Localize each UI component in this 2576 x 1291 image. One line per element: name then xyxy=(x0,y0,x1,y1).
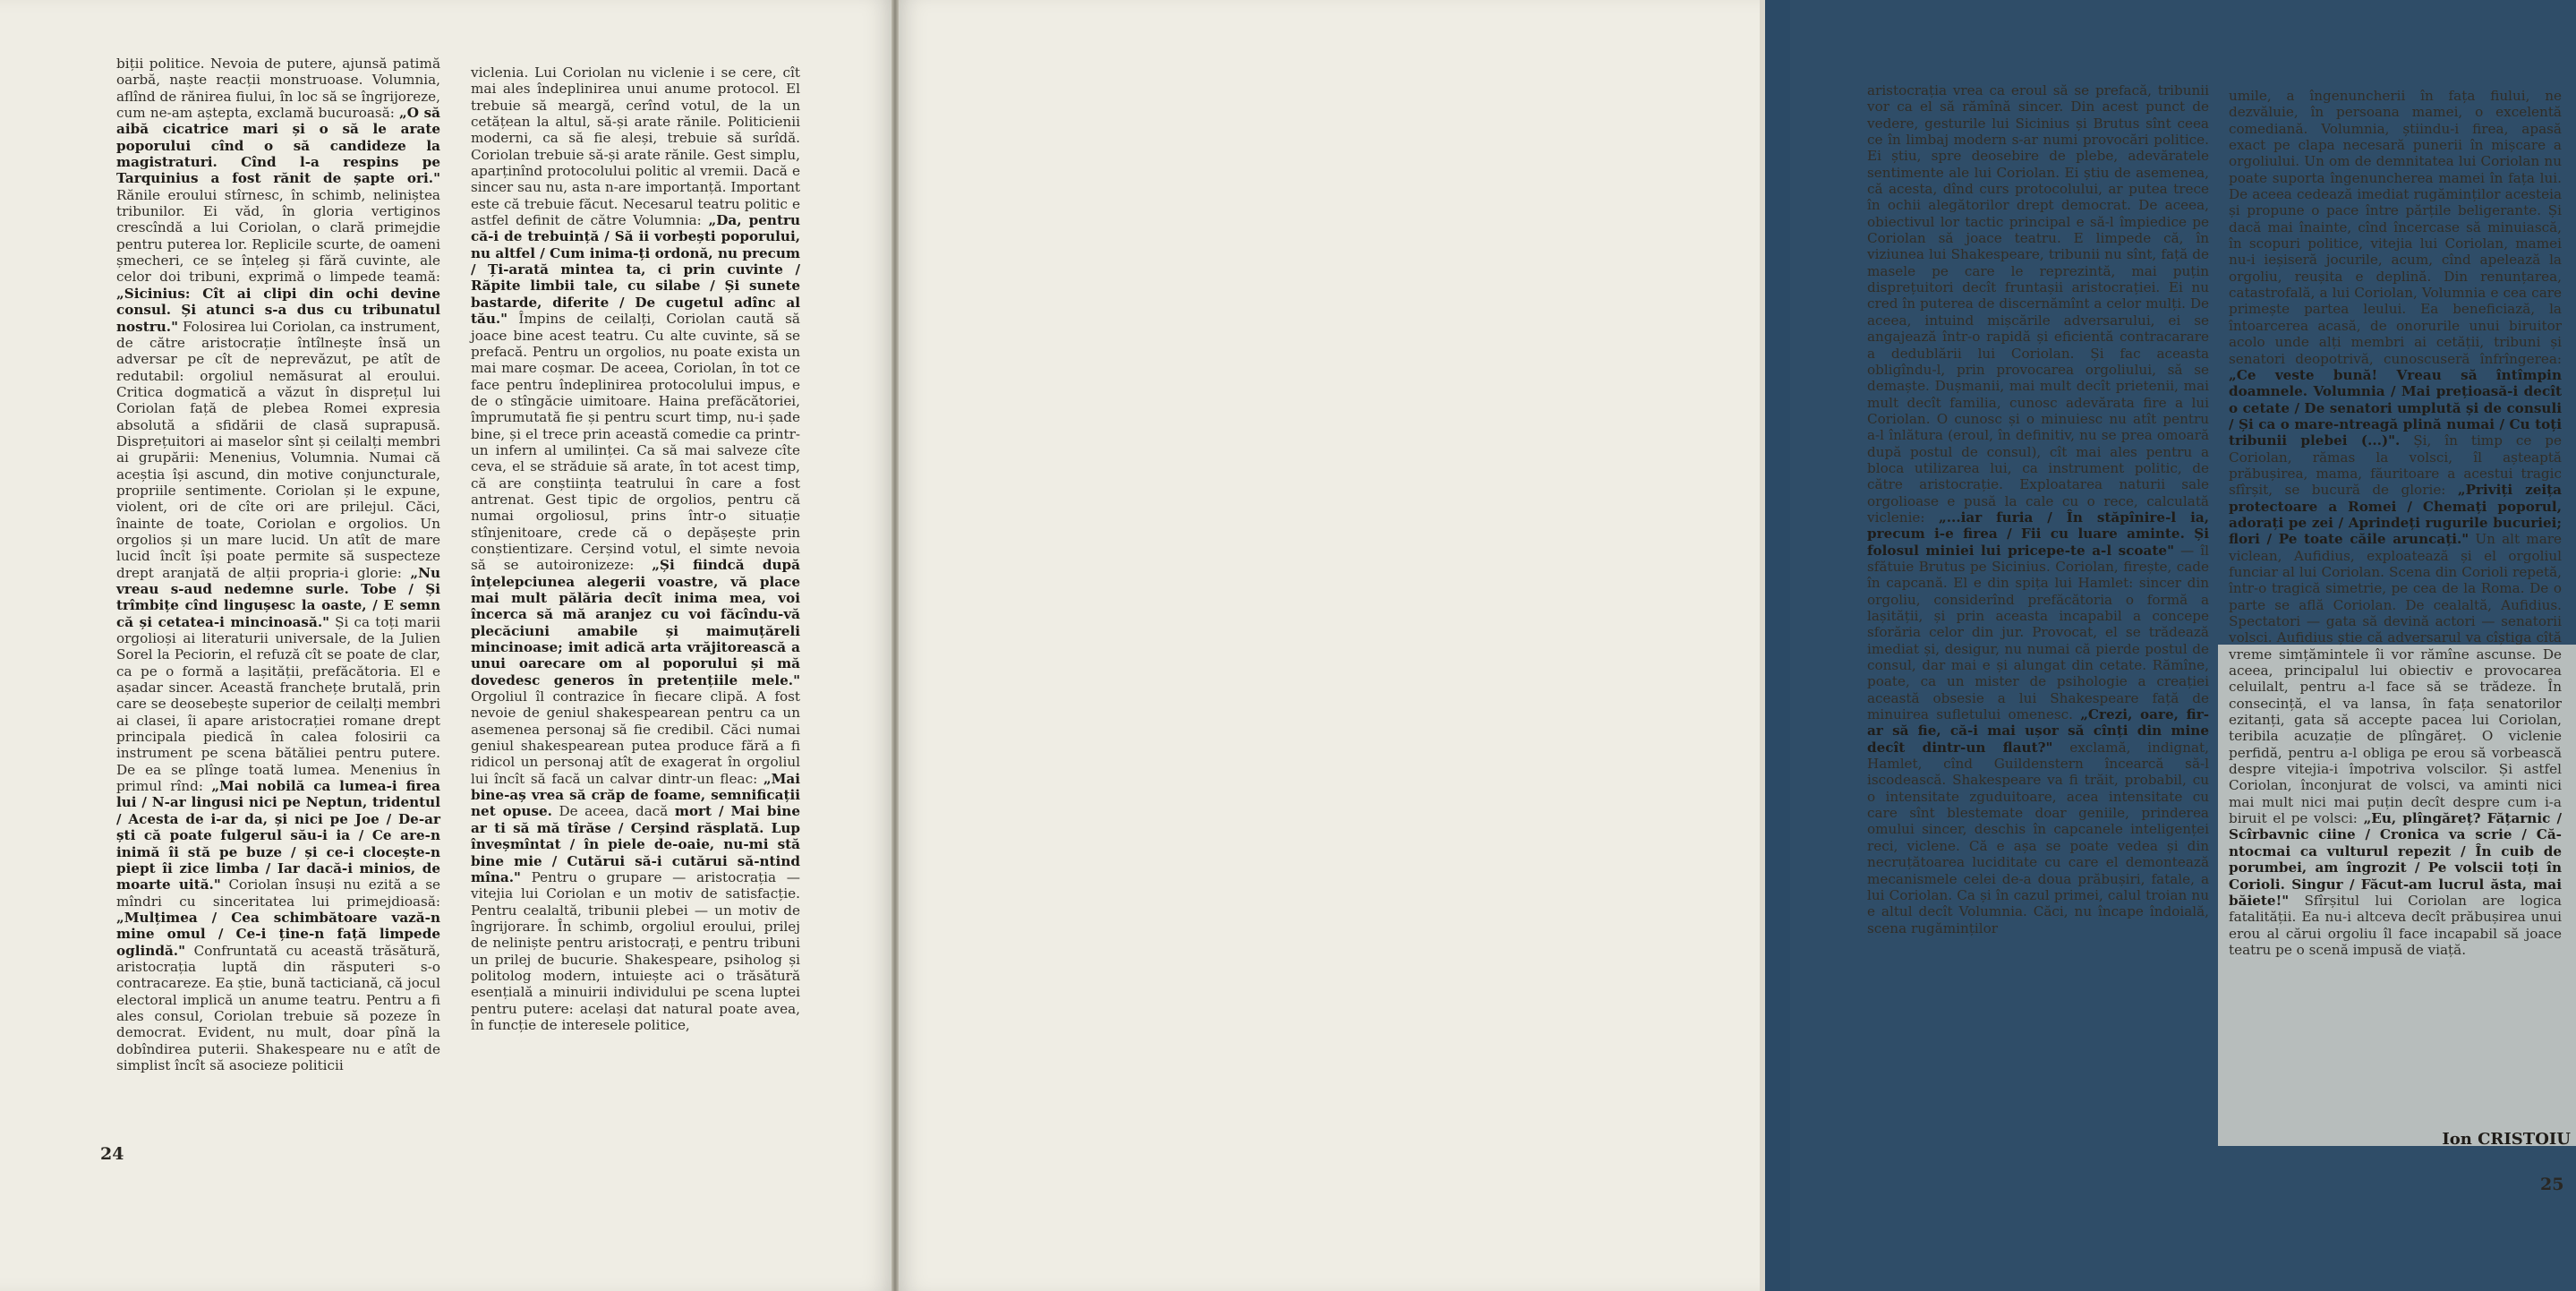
text-segment: Sfîrșitul lui Coriolan are logica fatalității. Ea nu-i altceva decît prăbușirea unui erou al cărui orgoliu îl face incapabil să joace teatru pe o scenă impusă de viață. xyxy=(2229,892,2562,958)
text-segment: Pentru o grupare — aristocrația — vitejia lui Coriolan e un motiv de satisfacție. Pentru cealaltă, tribunii plebei — un motiv de îngrijorare. În schimb, orgoliul eroului, prilej de neliniște pentru aristocrați, e pentru tribuni un prilej de bucurie. Shakespeare, psiholog și politolog modern, intuiește aci o trăsătură esențială a minuirii individului pe scena luptei pentru putere: același dat natural poate avea, în funcție de interesele politice, xyxy=(471,868,800,1033)
quotation-segment: „...iar furia / În stăpînire-l ia, precum i-e firea / Fii cu luare aminte. Și folosul miniei lui pricepe-te a-l scoate" xyxy=(1867,509,2209,559)
left-page xyxy=(0,0,895,1291)
text-segment: Confruntată cu această trăsătură, aristocrația luptă din răsputeri s-o contracareze. Ea știe, bună tacticiană, că jocul electoral implică un anume teatru. Pentru a fi ales consul, Coriolan trebuie să pozeze în democrat. Evident, nu mult, doar pînă la dobîndirea puterii. Shakespeare nu e atît de simplist încît să asocieze politicii xyxy=(116,942,440,1073)
column-4 xyxy=(2229,88,2562,1160)
book-gutter xyxy=(891,0,899,1291)
text-segment: Un alt mare viclean, Aufidius, exploatează și el orgoliul funciar al lui Coriolan. Scena din Corioli repetă, într-o tragică simetrie, pe cea de la Roma. De o parte se află Coriolan. De cealaltă, Aufidius. Spectatori — gata să devină actori — senatorii volsci. Aufidius știe că adversarul va cîștiga cîtă vreme simțămintele îi vor rămîne ascunse. De aceea, principalul lui obiectiv e provocarea celuilalt, pentru a-l face să se trădeze. În consecință, el va lansa, în fața senatorilor ezitanți, gata să accepte pacea lui Coriolan, teribila acuzație de plîngăreț. O viclenie perfidă, pentru a-l obliga pe erou să vorbească despre vitejia-i împotriva volscilor. Și astfel Coriolan, înconjurat de volsci, va aminti nici mai mult nici mai puțin decît despre cum i-a biruit el pe volsci: xyxy=(2229,531,2562,827)
quotation-segment: „Priviți zeița protectoare a Romei / Chemați poporul, adorați pe zei / Aprindeți rugurile bucuriei; flori / Pe toate căile aruncați." xyxy=(2229,482,2562,548)
author-signature: Ion CRISTOIU xyxy=(2442,1130,2571,1149)
column-text xyxy=(116,56,440,1073)
quotation-segment: „Ce veste bună! Vreau să întîmpin doamnele. Volumnia / Mai prețioasă-i decît o cetate / De senatori umplută și de consuli / Și ca o mare-ntreagă plină numai / Cu toți tribunii plebei (...)". xyxy=(2229,366,2562,449)
page-number-left: 24 xyxy=(100,1144,124,1164)
text-segment: De aceea, dacă xyxy=(551,803,675,820)
text-segment: aristocrația vrea ca eroul să se prefacă, tribunii vor ca el să rămînă sincer. Din acest punct de vedere, gesturile lui Sicinius și Brutus sînt ceea ce în limbaj modern s-ar numi provocări politice. Ei știu, spre deosebire de plebe, adevăratele sentimente ale lui Coriolan. Ei știu de asemenea, că acesta, dînd curs protocolului, ar putea trece în ochii alegătorilor drept democrat. De aceea, obiectivul lor tactic principal e să-l împiedice pe Coriolan să joace teatru. E limpede că, în viziunea lui Shakespeare, tribunii nu sînt, față de masele pe care le reprezintă, mai puțin disprețuitori decît fruntașii aristocrației. Ei nu cred în puterea de discernămînt a celor mulți. De aceea, intuind mișcările adversarului, ei se angajează într-o rapidă și eficientă contracarare a dedublării lui Coriolan. Și fac aceasta obligîndu-l, prin provocarea orgoliului, să se demaște. Dușmanii, mai mult decît prietenii, mai mult decît familia, cunosc adevărata fire a lui Coriolan. O cunosc și o minuiesc nu atît pentru a-l înlătura (eroul, în definitiv, nu se prea omoară după postul de consul), cît mai ales pentru a bloca utilizarea lui, ca instrument politic, de către aristocrație. Exploatarea naturii sale orgolioase e pusă la cale cu o rece, calculată viclenie: xyxy=(1867,82,2209,526)
column-3 xyxy=(1867,82,2209,1189)
quotation-segment: mort / Mai bine ar ti să mă tîrăse / Cerșind răsplată. Lup înveșmîntat / în piele de-oaie, nu-mi stă bine mie / Cutărui să-i cutărui să-ntind mîna." xyxy=(471,803,800,885)
quotation-segment: „Da, pentru că-i de trebuință / Să ii vorbești poporului, nu altfel / Cum inima-ți ordonă, nu precum / Ți-arată mintea ta, ci prin cuvinte / Răpite limbii tale, cu silabe / Și sunete bastarde, diferite / De cugetul adînc al tău." xyxy=(471,212,800,328)
column-text xyxy=(2229,88,2562,958)
quotation-segment: „Mulțimea / Cea schimbătoare vază-n mine omul / Ce-i ține-n față limpede oglindă." xyxy=(116,909,440,959)
text-segment: Orgoliul îl contrazice în fiecare clipă. A fost nevoie de geniul shakespearean pentru ca un asemenea personaj să fie credibil. Căci numai geniul shakespearean putea produce fără a fi ridicol un personaj atît de exagerat în orgoliul lui încît să facă un calvar dintr-un fleac: xyxy=(471,688,800,787)
quotation-segment: „Mai nobilă ca lumea-i firea lui / N-ar lingusi nici pe Neptun, tridentul / Acesta de i-ar da, și nici pe Joe / De-ar ști că poate fulgerul său-i ia / Ce are-n inimă îi stă pe buze / și ce-i clocește-n piept îi zice limba / Iar dacă-i minios, de moarte uită." xyxy=(116,778,440,893)
text-segment: Și ca toți marii orgolioși ai literaturii universale, de la Julien Sorel la Peciorin, el refuză cît se poate de clar, ca pe o formă a lașității, prefăcătoria. El e așadar sincer. Această franchețe brutală, prin care se deosebește superior de ceilalți membri ai clasei, îi apare aristocrației romane drept principala piedică în calea folosirii ca instrument pe scena bătăliei pentru putere. De ea se plînge toată lumea. Menenius în primul rînd: xyxy=(116,613,440,795)
book-cover-edge xyxy=(1765,0,1790,1291)
text-segment: Coriolan însuși nu ezită a se mîndri cu sinceritatea lui primejdioasă: xyxy=(116,876,440,910)
quotation-segment: „Crezi, oare, fir-ar să fie, că-i mai ușor să cînți din mine decît dintr-un flaut?" xyxy=(1867,706,2210,756)
text-segment: Și, în timp ce pe Coriolan, rămas la volsci, îl așteaptă prăbușirea, mama, făuritoare a acestui tragic sfîrșit, se bucură de glorie: xyxy=(2229,432,2562,499)
column-text xyxy=(1867,82,2209,936)
quotation-segment: „Sicinius: Cît ai clipi din ochi devine consul. Și atunci s-a dus cu tribunatul nostru." xyxy=(116,285,440,335)
text-segment: Rănile eroului stîrnesc, în schimb, neliniștea tribunilor. Ei văd, în gloria vertiginos crescîndă a lui Coriolan, o clară primejdie pentru puterea lor. Replicile scurte, de oameni șmecheri, ce se înțeleg și fără cuvinte, ale celor doi tribuni, exprimă o limpede teamă: xyxy=(116,186,440,286)
right-page xyxy=(895,0,2571,1291)
text-segment: exclamă, indignat, Hamlet, cînd Guildenstern încearcă să-l iscodească. Shakespeare va fi trăit, probabil, cu o intensitate zguduitoare, acea intensitate cu care sînt blestemate doar geniile, prinderea omului sincer, deschis în capcanele inteligenței reci, viclene. Că e așa se poate vedea și din necruțătoarea luciditate cu care el demontează mecanismele celei de-a doua prăbușiri, fatale, a lui Coriolan. Ca și în cazul primei, calul troian nu e altul decît Volumnia. Căci, nu încape îndoială, scena rugăminților xyxy=(1867,739,2209,936)
quotation-segment: „Nu vreau s-aud nedemne surle. Tobe / Și trîmbițe cînd lingușesc la oaste, / E semn că și cetatea-i mincinoasă." xyxy=(116,564,440,630)
text-segment: — îl sfătuie Brutus pe Sicinius. Coriolan, firește, cade în capcană. El e din spița lui Hamlet: sincer din orgoliu, considerînd prefăcătoria o formă a lașității, și prin aceasta incapabil a concepe sforăria celor din jur. Provocat, el se trădează imediat și, desigur, nu numai că pierde postul de consul, dar mai e și alungat din cetate. Rămîne, poate, ca un mister de psihologie a creației această obsesie a lui Shakespeare față de minuirea sufletului omenesc. xyxy=(1867,542,2209,723)
text-segment: viclenia. Lui Coriolan nu viclenie i se cere, cît mai ales îndeplinirea unui anume protocol. El trebuie să meargă, cerînd votul, de la un cetățean la altul, să-și arate rănile. Politicienii moderni, ca să fie aleși, trebuie să surîdă. Coriolan trebuie să-și arate rănile. Gest simplu, aparținînd protocolului politic al vremii. Dacă e sincer sau nu, asta n-are importanță. Important este că trebuie făcut. Necesarul teatru politic e astfel definit de către Volumnia: xyxy=(471,64,800,229)
quotation-segment: „Eu, plîngăreț? Fățarnic / Scîrbavnic ciine / Cronica va scrie / Că-ntocmai ca vulturul repezit / În cuib de porumbei, am îngrozit / Pe volscii toți în Corioli. Singur / Făcut-am lucrul ăsta, mai băiete!" xyxy=(2229,810,2562,909)
text-segment: biții politice. Nevoia de putere, ajunsă patimă oarbă, naște reacții monstruoase. Volumnia, aflînd de rănirea fiului, în loc să se îngrijoreze, cum ne-am aștepta, exclamă bucuroasă: xyxy=(116,56,440,122)
text-segment: umile, a îngenuncherii în fața fiului, ne dezvăluie, în persoana mamei, o excelentă comediană. Volumnia, știindu-i firea, apasă exact pe clapa necesară punerii în mișcare a orgoliului. Un om de demnitatea lui Coriolan nu poate suporta îngenuncherea mamei în fața lui. De aceea cedează imediat rugăminților acesteia și propune o pace între părțile beligerante. Și dacă mai înainte, cînd încercase să minuiască, în scopuri politice, vitejia lui Coriolan, mamei nu-i ieșiseră jocurile, acum, cînd apelează la orgoliu, reușita e deplină. Din renunțarea, catastrofală, a lui Coriolan, Volumnia e cea care primește partea leului. Ea beneficiază, la întoarcerea acasă, de onorurile unui biruitor acolo unde alți membri ai cetății, tribuni și senatori deopotrivă, cunoscuseră înfrîngerea: xyxy=(2229,88,2562,367)
text-segment: Împins de ceilalți, Coriolan caută să joace bine acest teatru. Cu alte cuvinte, să se prefacă. Pentru un orgolios, nu poate exista un mai mare coșmar. De aceea, Coriolan, în tot ce face pentru îndeplinirea protocolului impus, e de o stîngăcie uimitoare. Haina prefăcătoriei, împrumutată fie și pentru scurt timp, nu-i șade bine, și el trece prin această comedie ca printr-un infern al umilinței. Ca să mai salveze cîte ceva, el se străduie să arate, în tot acest timp, că are conștiința teatrului în care a fost antrenat. Gest tipic de orgolios, pentru că numai orgoliosul, prins într-o situație stînjenitoare, crede că o depășește prin conștientizare. Cerșind votul, el simte nevoia să se autoironizeze: xyxy=(471,311,800,574)
text-segment: Folosirea lui Coriolan, ca instrument, de către aristocrație întîlnește însă un adversar pe cît de neprevăzut, pe atît de redutabil: orgoliul nemăsurat al eroului. Critica dogmatică a văzut în disprețul lui Coriolan față de plebea Romei expresia absolută a sfidării de clasă suprapusă. Disprețuitori ai maselor sînt și ceilalți membri ai grupării: Menenius, Volumnia. Numai că aceștia își ascund, din motive conjuncturale, propriile sentimente. Coriolan și le expune, violent, ori de cîte ori are prilejul. Căci, înainte de toate, Coriolan e orgolios. Un orgolios și un mare lucid. Un atît de mare lucid încît își poate permite să suspecteze drept aranjată de alții propria-i glorie: xyxy=(116,318,440,581)
column-1 xyxy=(116,56,440,1155)
quotation-segment: „O să aibă cicatrice mari și o să le arate poporului cînd o să candideze la magistraturi. Cînd l-a respins pe Tarquinius a fost rănit de șapte ori." xyxy=(116,105,440,187)
column-2 xyxy=(471,64,800,1164)
page-number-right: 25 xyxy=(2540,1175,2564,1194)
quotation-segment: „Și fiindcă după înțelepciunea alegerii voastre, vă place mai mult pălăria decît inima mea, voi încerca să mă aranjez cu voi făcîndu-vă plecăciuni amabile și maimuțăreli mincinoase; imit adică arta vrăjitorească a unui oarecare om al poporului și mă dovedesc generos în pretențiile mele." xyxy=(471,557,800,688)
column-text xyxy=(471,64,800,1033)
quotation-segment: „Mai bine-aș vrea să crăp de foame, semnificații net opuse. xyxy=(471,770,800,820)
